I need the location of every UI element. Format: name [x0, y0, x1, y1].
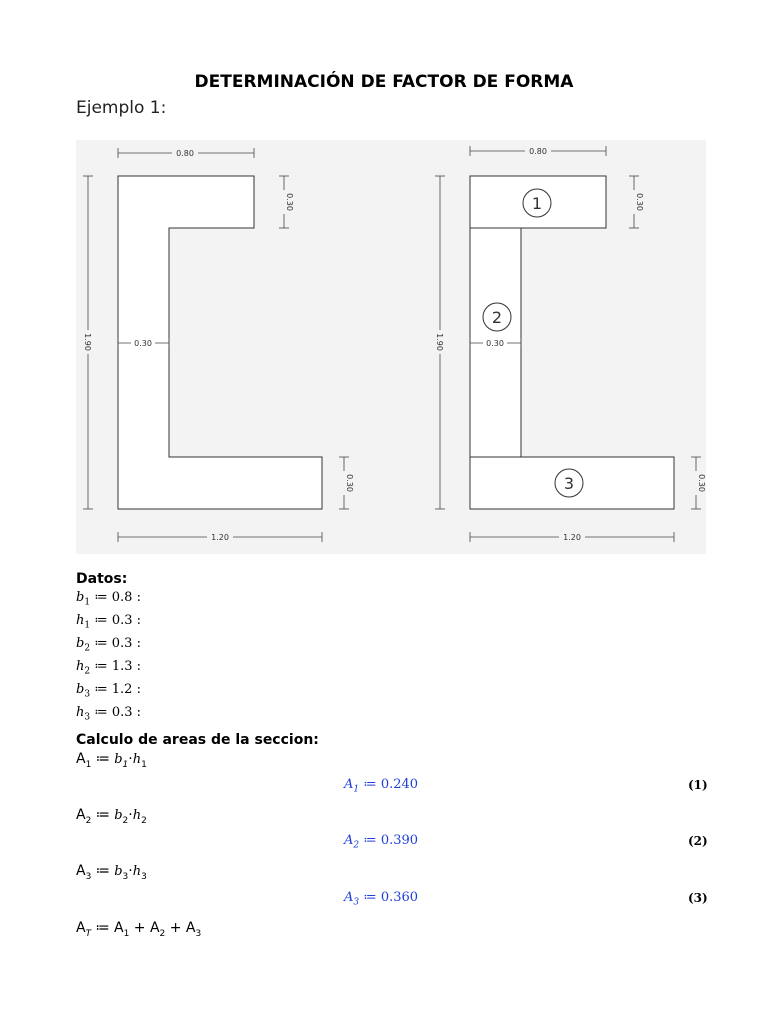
areas-heading: Calculo de areas de la seccion: — [76, 732, 319, 748]
dim-flange-label-right: 0.30 — [635, 193, 644, 211]
dim-base-label-right: 1.20 — [563, 533, 581, 542]
left-c-section — [82, 147, 354, 542]
area-2-formula: $A_2$ ≔ $b_2\cdot h_2$ — [76, 807, 147, 826]
datos-row: $h_2$ ≔ 1.3 : — [76, 659, 142, 677]
datos-row: $b_2$ ≔ 0.3 : — [76, 636, 141, 654]
dim-top-label: 0.80 — [176, 149, 194, 158]
dim-bottom-flange-label-right: 0.30 — [697, 474, 706, 492]
datos-row: $h_3$ ≔ 0.3 : — [76, 705, 142, 723]
area-1-formula: $A_1$ ≔ $b_1\cdot h_1$ — [76, 751, 147, 770]
right-c-section-parts — [434, 145, 706, 542]
dim-flange-label: 0.30 — [285, 193, 294, 211]
equation-number-3: (3) — [688, 891, 708, 905]
dim-web-label-right: 0.30 — [486, 339, 504, 348]
datos-row: $b_1$ ≔ 0.8 : — [76, 590, 141, 608]
document-title: DETERMINACIÓN DE FACTOR DE FORMA — [194, 72, 574, 92]
section-drawings — [76, 140, 706, 554]
part-2-label: 2 — [491, 308, 503, 327]
area-2-result: $A_2$ ≔ 0.390 — [344, 833, 419, 851]
dim-height-label-right: 1.90 — [435, 333, 444, 351]
part-1-label: 1 — [531, 194, 543, 213]
dim-bottom-flange-label: 0.30 — [345, 474, 354, 492]
area-1-result: $A_1$ ≔ 0.240 — [344, 777, 419, 795]
equation-number-1: (1) — [688, 778, 708, 792]
area-3-result: $A_3$ ≔ 0.360 — [344, 890, 419, 908]
area-total-formula: $A_T$ ≔ $A_1 + A_2 + A_3$ — [76, 920, 202, 939]
area-3-formula: $A_3$ ≔ $b_3\cdot h_3$ — [76, 863, 147, 882]
dim-base-label: 1.20 — [211, 533, 229, 542]
datos-row: $b_3$ ≔ 1.2 : — [76, 682, 141, 700]
section-figure — [76, 140, 706, 554]
equation-number-2: (2) — [688, 834, 708, 848]
datos-heading: Datos: — [76, 571, 128, 587]
dim-top-label-right: 0.80 — [529, 147, 547, 156]
datos-row: $h_1$ ≔ 0.3 : — [76, 613, 142, 631]
dim-height-label: 1.90 — [83, 333, 92, 351]
dim-web-label: 0.30 — [134, 339, 152, 348]
example-label: Ejemplo 1: — [76, 98, 167, 118]
part-3-label: 3 — [563, 474, 575, 493]
